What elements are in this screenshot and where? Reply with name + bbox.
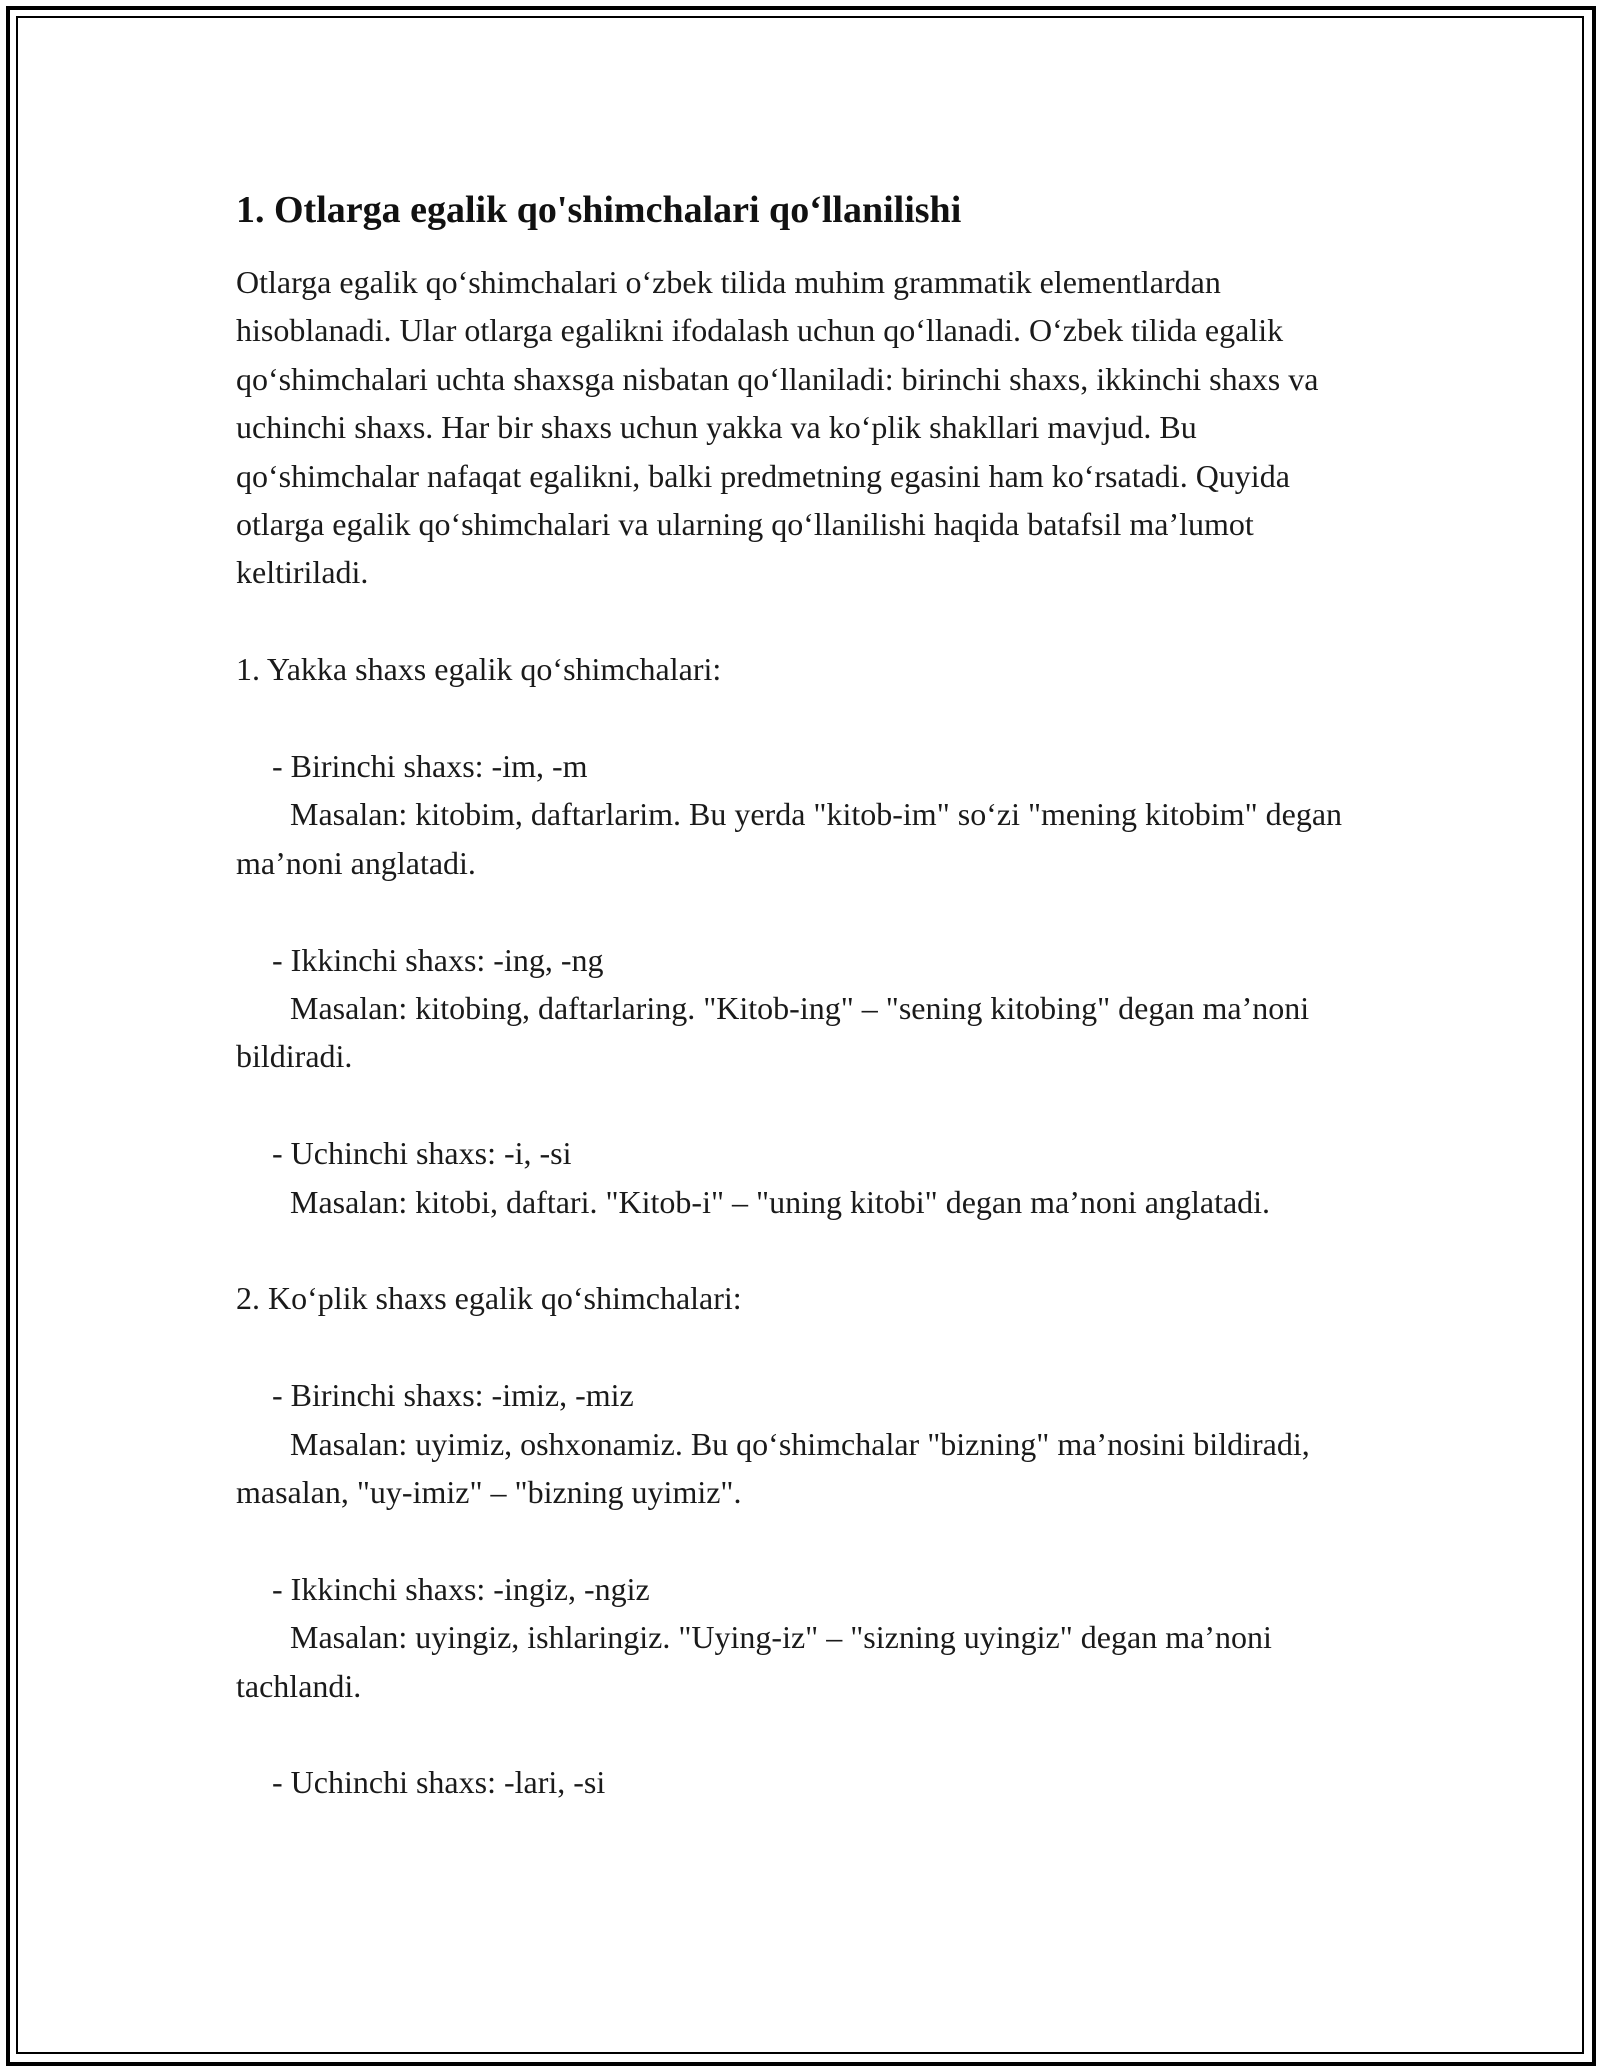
section-heading-plural: 2. Ko‘plik shaxs egalik qo‘shimchalari: (236, 1280, 742, 1317)
item-example: Masalan: kitobim, daftarlarim. Bu yerda "kitob-im" so‘zi "mening kitobim" degan ma’noni anglatadi. (236, 796, 1351, 881)
item-head: - Ikkinchi shaxs: -ingiz, -ngiz (272, 1570, 650, 1607)
item-head: - Uchinchi shaxs: -i, -si (272, 1135, 572, 1172)
item-example: Masalan: uyimiz, oshxonamiz. Bu qo‘shimchalar "bizning" ma’nosini bildiradi, masalan, "uy-imiz" – "bizning uyimiz". (236, 1425, 1318, 1511)
item-example: Masalan: kitobing, daftarlaring. "Kitob-ing" – "sening kitobing" degan ma’noni bildiradi. (236, 990, 1318, 1075)
document-body (236, 186, 1376, 1807)
item-head: - Birinchi shaxs: -imiz, -miz (272, 1377, 634, 1414)
item-head: - Uchinchi shaxs: -lari, -si (272, 1764, 606, 1801)
item-head: - Ikkinchi shaxs: -ing, -ng (272, 941, 604, 978)
intro-paragraph: Otlarga egalik qo‘shimchalari o‘zbek tilida muhim grammatik elementlardan hisoblanadi. Ular otlarga egalikni ifodalash uchun qo‘llanadi. O‘zbek tilida egalik qo‘shimchalari uchta shaxsga nisbatan qo‘llaniladi: birinchi shaxs, ikkinchi shaxs va uchinchi shaxs. Har bir shaxs uchun yakka va ko‘plik shakllari mavjud. Bu qo‘shimchalar nafaqat egalikni, balki predmetning egasini ham ko‘rsatadi. Quyida otlarga egalik qo‘shimchalari va ularning qo‘llanilishi haqida batafsil ma’lumot keltiriladi. (236, 264, 1327, 591)
item-example: Masalan: kitobi, daftari. "Kitob-i" – "uning kitobi" degan ma’noni anglatadi. (290, 1183, 1271, 1220)
item-head: - Birinchi shaxs: -im, -m (272, 748, 588, 785)
section-heading-singular: 1. Yakka shaxs egalik qo‘shimchalari: (236, 651, 722, 688)
item-example: Masalan: uyingiz, ishlaringiz. "Uying-iz" – "sizning uyingiz" degan ma’noni tachlandi. (236, 1619, 1280, 1704)
document-title: 1. Otlarga egalik qo'shimchalari qo‘llanilishi (236, 189, 962, 231)
